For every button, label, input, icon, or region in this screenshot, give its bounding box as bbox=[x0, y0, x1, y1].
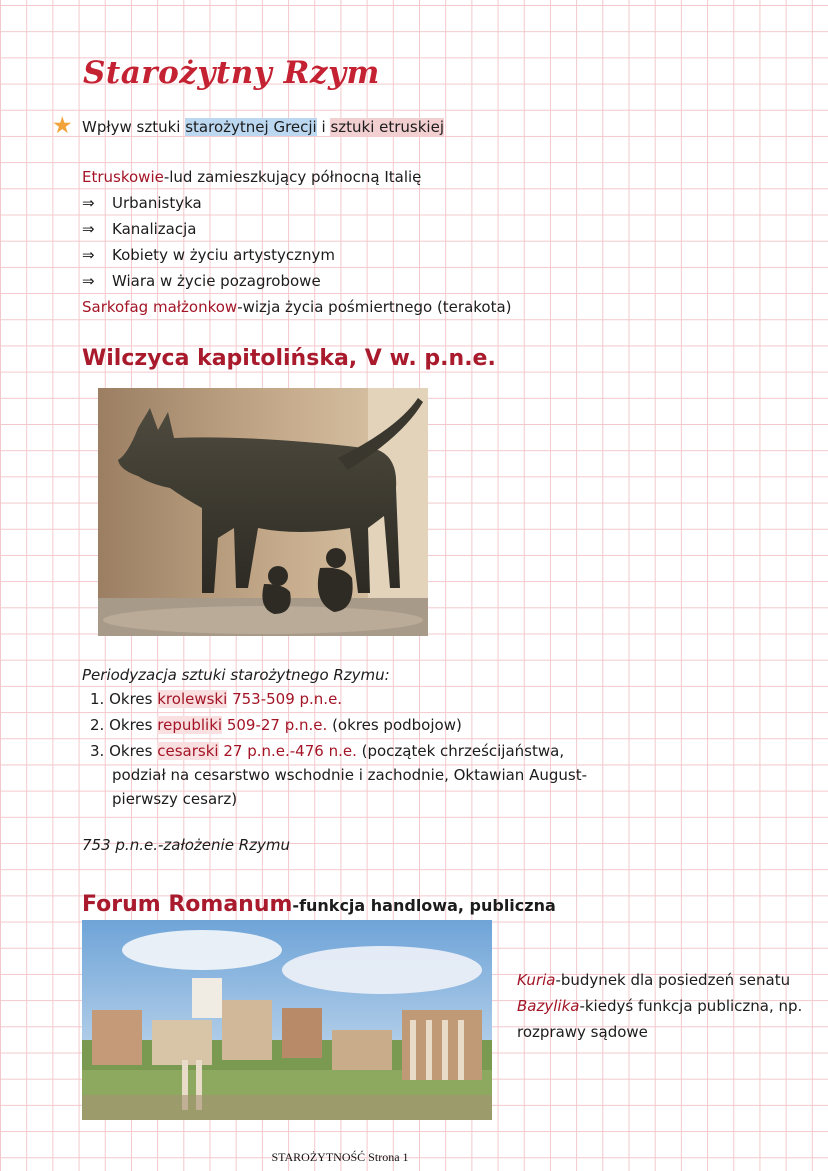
bazylika-line-2: rozprawy sądowe bbox=[517, 1023, 648, 1041]
implies-arrow-icon: ⇒ bbox=[82, 194, 95, 212]
periods-list bbox=[90, 690, 564, 768]
greek-highlight: starożytnej Grecji bbox=[185, 118, 317, 136]
wolf-heading: Wilczyca kapitolińska, V w. p.n.e. bbox=[82, 346, 496, 371]
list-item: ⇒ Urbanistyka bbox=[82, 194, 202, 212]
sarcophagus-line: Sarkofag małżonkow-wizja życia pośmiertnego (terakota) bbox=[82, 298, 512, 316]
list-item: ⇒ Kobiety w życiu artystycznym bbox=[82, 246, 335, 264]
forum-illustration bbox=[82, 920, 492, 1120]
page-title: Starożytny Rzym bbox=[83, 55, 380, 91]
implies-arrow-icon: ⇒ bbox=[82, 220, 95, 238]
period-continuation: pierwszy cesarz) bbox=[112, 790, 238, 808]
etruscan-highlight: sztuki etruskiej bbox=[330, 118, 444, 136]
periods-heading: Periodyzacja sztuki starożytnego Rzymu: bbox=[82, 666, 390, 684]
implies-arrow-icon: ⇒ bbox=[82, 272, 95, 290]
list-item: 1. Okres krolewski 753-509 p.n.e. bbox=[90, 690, 343, 708]
forum-heading: Forum Romanum-funkcja handlowa, publiczna bbox=[82, 892, 556, 917]
bazylika-line: Bazylika-kiedyś funkcja publiczna, np. bbox=[517, 997, 803, 1015]
intro-line: Wpływ sztuki starożytnej Grecji i sztuki etruskiej bbox=[82, 118, 444, 136]
list-item: ⇒ Kanalizacja bbox=[82, 220, 197, 238]
list-item: 2. Okres republiki 509-27 p.n.e. (okres podbojow) bbox=[90, 716, 462, 734]
star-icon: ★ bbox=[52, 113, 73, 139]
capitoline-wolf-image bbox=[98, 388, 428, 636]
founding-note: 753 p.n.e.-założenie Rzymu bbox=[82, 836, 290, 854]
forum-romanum-image bbox=[82, 920, 492, 1120]
etruscans-definition: Etruskowie-lud zamieszkujący północną Italię bbox=[82, 168, 422, 186]
wolf-illustration bbox=[98, 388, 428, 636]
period-continuation: podział na cesarstwo wschodnie i zachodnie, Oktawian August- bbox=[112, 766, 587, 784]
page-footer: STAROŻYTNOŚĆ Strona 1 bbox=[271, 1150, 409, 1164]
list-item: 3. Okres cesarski 27 p.n.e.-476 n.e. (początek chrześcijaństwa, bbox=[90, 742, 565, 760]
list-item: ⇒ Wiara w życie pozagrobowe bbox=[82, 272, 321, 290]
implies-arrow-icon: ⇒ bbox=[82, 246, 95, 264]
kuria-line: Kuria-budynek dla posiedzeń senatu bbox=[517, 971, 791, 989]
